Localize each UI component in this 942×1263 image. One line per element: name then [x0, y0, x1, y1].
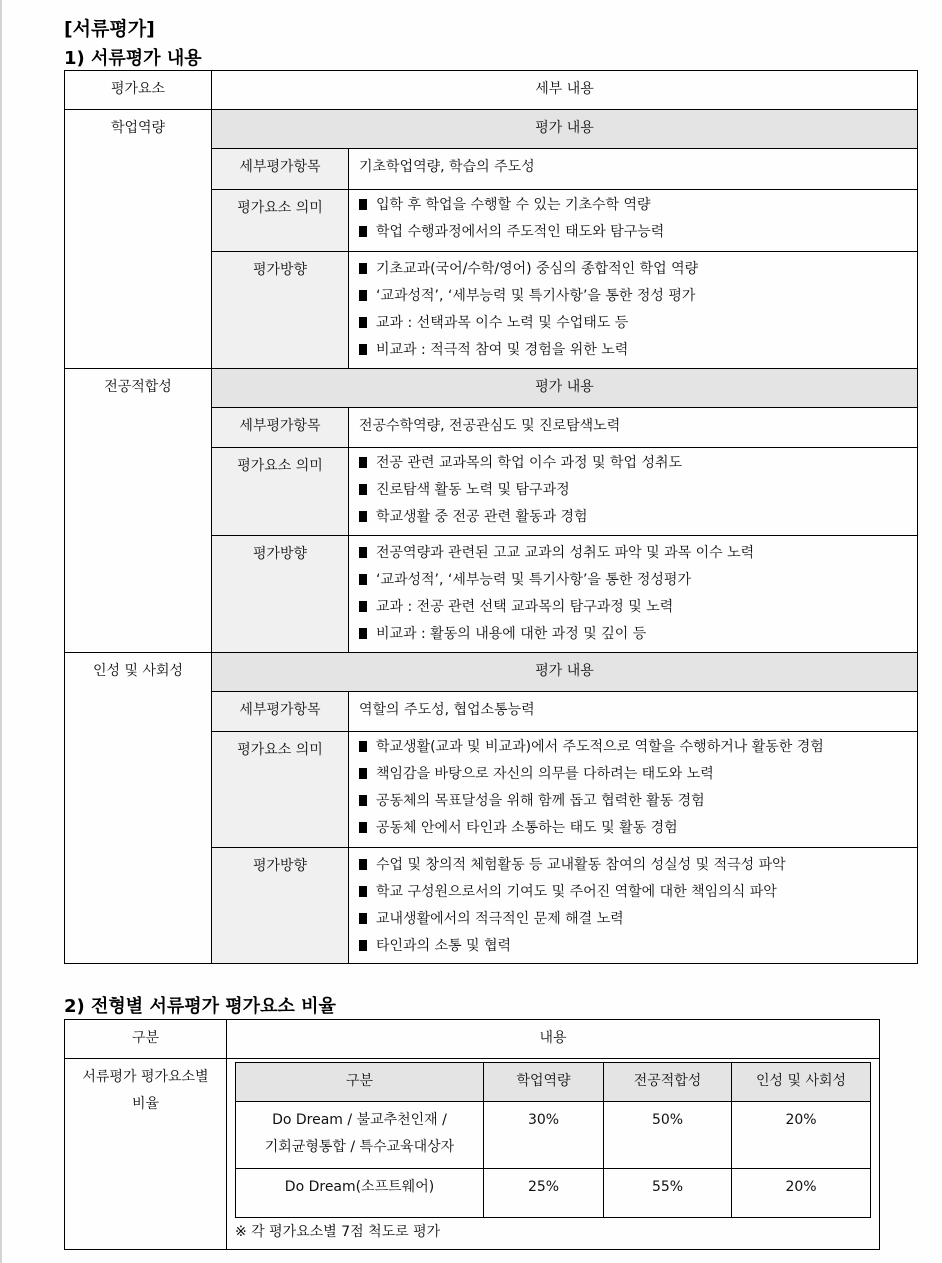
square-bullet-icon	[359, 344, 367, 355]
square-bullet-icon	[359, 199, 367, 210]
square-bullet-icon	[359, 574, 367, 585]
sub-items-value: 역할의 주도성, 협업소통능력	[348, 691, 918, 732]
list-item: ‘교과성적’, ‘세부능력 및 특기사항’을 통한 정성 평가	[359, 283, 917, 310]
group-name-major: 전공적합성	[64, 368, 212, 653]
square-bullet-icon	[359, 913, 367, 924]
list-item: 전공역량과 관련된 고교 교과의 성취도 파악 및 과목 이수 노력	[359, 540, 917, 567]
list-item: 입학 후 학업을 수행할 수 있는 기초수학 역량	[359, 192, 917, 219]
meaning-list	[348, 731, 918, 848]
inner-row-academic: 25%	[483, 1168, 604, 1218]
meaning-label: 평가요소 의미	[211, 189, 349, 252]
list-item: 공동체의 목표달성을 위해 함께 돕고 협력한 활동 경험	[359, 788, 917, 815]
meaning-list	[348, 447, 918, 536]
list-item: 전공 관련 교과목의 학업 이수 과정 및 학업 성취도	[359, 450, 917, 477]
square-bullet-icon	[359, 822, 367, 833]
inner-row-type: Do Dream / 불교추천인재 / 기회균형통합 / 특수교육대상자	[235, 1101, 484, 1169]
sub-items-label: 세부평가항목	[211, 407, 349, 448]
page-title: [서류평가]	[64, 18, 155, 40]
square-bullet-icon	[359, 628, 367, 639]
square-bullet-icon	[359, 768, 367, 779]
list-item: 타인과의 소통 및 협력	[359, 933, 917, 960]
list-item: 학교생활 중 전공 관련 활동과 경험	[359, 504, 917, 531]
direction-list	[348, 847, 918, 964]
list-item: 책임감을 바탕으로 자신의 의무를 다하려는 태도와 노력	[359, 761, 917, 788]
inner-row-major: 50%	[603, 1101, 732, 1169]
sub-items-label: 세부평가항목	[211, 148, 349, 190]
square-bullet-icon	[359, 226, 367, 237]
list-item: 진로탐색 활동 노력 및 탐구과정	[359, 477, 917, 504]
list-item: ‘교과성적’, ‘세부능력 및 특기사항’을 통한 정성평가	[359, 567, 917, 594]
list-item: 비교과 : 활동의 내용에 대한 과정 및 깊이 등	[359, 621, 917, 648]
square-bullet-icon	[359, 886, 367, 897]
list-item: 수업 및 창의적 체험활동 등 교내활동 참여의 성실성 및 적극성 파악	[359, 852, 917, 879]
section2-title: 2) 전형별 서류평가 평가요소 비율	[64, 996, 336, 1017]
inner-header-type: 구분	[235, 1062, 484, 1102]
square-bullet-icon	[359, 484, 367, 495]
square-bullet-icon	[359, 263, 367, 274]
list-item: 학교 구성원으로서의 기여도 및 주어진 역할에 대한 책임의식 파악	[359, 879, 917, 906]
meaning-label: 평가요소 의미	[211, 447, 349, 536]
group-subheader: 평가 내용	[211, 652, 918, 692]
list-item: 교과 : 선택과목 이수 노력 및 수업태도 등	[359, 310, 917, 337]
square-bullet-icon	[359, 940, 367, 951]
square-bullet-icon	[359, 317, 367, 328]
list-item: 교과 : 전공 관련 선택 교과목의 탐구과정 및 노력	[359, 594, 917, 621]
inner-row-character: 20%	[731, 1101, 871, 1169]
inner-header-academic: 학업역량	[483, 1062, 604, 1102]
list-item: 학업 수행과정에서의 주도적인 태도와 탐구능력	[359, 219, 917, 246]
inner-row-academic: 30%	[483, 1101, 604, 1169]
header-element: 평가요소	[64, 70, 212, 110]
inner-header-character: 인성 및 사회성	[731, 1062, 871, 1102]
direction-list	[348, 251, 918, 369]
square-bullet-icon	[359, 859, 367, 870]
meaning-label: 평가요소 의미	[211, 731, 349, 848]
direction-label: 평가방향	[211, 847, 349, 964]
square-bullet-icon	[359, 457, 367, 468]
inner-row-major: 55%	[603, 1168, 732, 1218]
scale-note: ※ 각 평가요소별 7점 척도로 평가	[235, 1224, 441, 1240]
inner-row-type: Do Dream(소프트웨어)	[235, 1168, 484, 1218]
list-item: 비교과 : 적극적 참여 및 경험을 위한 노력	[359, 337, 917, 364]
header-detail: 세부 내용	[211, 70, 918, 110]
sub-items-value: 전공수학역량, 전공관심도 및 진로탐색노력	[348, 407, 918, 448]
group-subheader: 평가 내용	[211, 368, 918, 408]
row-label: 서류평가 평가요소별 비율	[64, 1058, 227, 1250]
header-category: 구분	[64, 1019, 227, 1059]
direction-label: 평가방향	[211, 535, 349, 653]
inner-row-character: 20%	[731, 1168, 871, 1218]
square-bullet-icon	[359, 511, 367, 522]
meaning-list	[348, 189, 918, 252]
list-item: 기초교과(국어/수학/영어) 중심의 종합적인 학업 역량	[359, 256, 917, 283]
header-content: 내용	[226, 1019, 880, 1059]
sub-items-label: 세부평가항목	[211, 691, 349, 732]
page-edge	[0, 0, 2, 1263]
group-name-academic: 학업역량	[64, 109, 212, 369]
list-item: 교내생활에서의 적극적인 문제 해결 노력	[359, 906, 917, 933]
list-item: 학교생활(교과 및 비교과)에서 주도적으로 역할을 수행하거나 활동한 경험	[359, 734, 917, 761]
sub-items-value: 기초학업역량, 학습의 주도성	[348, 148, 918, 190]
group-subheader: 평가 내용	[211, 109, 918, 149]
direction-label: 평가방향	[211, 251, 349, 369]
square-bullet-icon	[359, 290, 367, 301]
list-item: 공동체 안에서 타인과 소통하는 태도 및 활동 경험	[359, 815, 917, 842]
group-name-character: 인성 및 사회성	[64, 652, 212, 964]
square-bullet-icon	[359, 601, 367, 612]
square-bullet-icon	[359, 795, 367, 806]
square-bullet-icon	[359, 547, 367, 558]
square-bullet-icon	[359, 741, 367, 752]
section1-title: 1) 서류평가 내용	[64, 48, 202, 69]
direction-list	[348, 535, 918, 653]
inner-header-major: 전공적합성	[603, 1062, 732, 1102]
